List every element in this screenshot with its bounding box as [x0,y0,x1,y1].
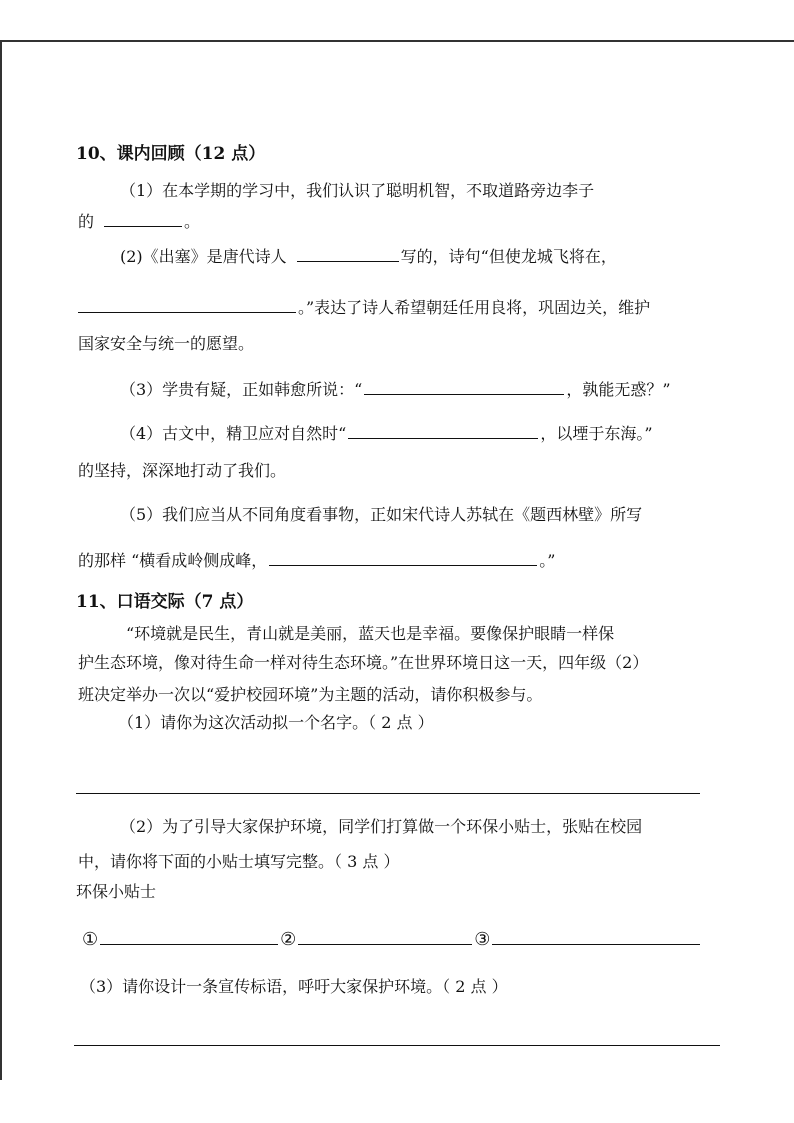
q11-1-answer-line[interactable] [76,793,700,794]
tip-3-marker: ③ [474,929,491,950]
page-frame-top-border [0,40,794,42]
tip-1-blank[interactable] [100,928,278,945]
s11-intro-line2: 护生态环境，像对待生命一样对待生态环境。”在世界环境日这一天，四年级（2） [78,653,649,672]
q11-3-line: （3）请你设计一条宣传标语，呼吁大家保护环境。（ 2 点 ） [80,977,508,996]
q10-4-prefix: （4）古文中，精卫应对自然时“ [120,424,347,443]
q11-1-line: （1）请你为这次活动拟一个名字。（ 2 点 ） [118,713,434,732]
section-10-heading: 10、课内回顾（12 点） [76,144,266,164]
q10-2-line3: 国家安全与统一的愿望。 [78,334,255,353]
tip-2-blank[interactable] [298,928,472,945]
q10-5-line2 [78,549,555,572]
tips-title: 环保小贴士 [76,882,157,901]
tips-row [82,928,702,951]
q10-2-suffix: 写的，诗句“但使龙城飞将在， [400,247,617,266]
q10-4-suffix: ，以堙于东海。” [540,424,653,443]
q10-2-line2-suffix: 。”表达了诗人希望朝廷任用良将，巩固边关，维护 [298,298,651,317]
q10-2-verse-blank[interactable] [78,296,296,313]
tip-1-marker: ① [82,929,99,950]
q11-3-answer-line[interactable] [74,1045,720,1046]
q10-1-suffix: 。 [184,212,201,231]
q11-2-line2: 中，请你将下面的小贴士填写完整。（ 3 点 ） [78,852,400,871]
q10-5-answer-blank[interactable] [269,549,537,566]
q10-1-prefix: 的 [78,212,95,231]
section-11-heading: 11、口语交际（7 点） [76,592,254,612]
q10-3-answer-blank[interactable] [364,378,564,395]
q10-4-answer-blank[interactable] [348,422,538,439]
q10-3-suffix: ，孰能无惑？” [566,380,671,399]
q10-4-line2: 的坚持，深深地打动了我们。 [78,461,287,480]
q10-3-line [120,378,671,401]
q10-3-prefix: （3）学贵有疑，正如韩愈所说：“ [120,380,363,399]
q10-2-poet-blank[interactable] [297,245,399,262]
q10-2-line2 [78,296,650,319]
q10-2-line1 [120,245,617,268]
q10-5-suffix: 。” [539,551,556,570]
q10-4-line1 [120,422,653,445]
tip-3-blank[interactable] [492,928,700,945]
q10-1-line1: （1）在本学期的学习中，我们认识了聪明机智，不取道路旁边李子 [120,181,595,200]
q10-1-line2 [78,210,200,233]
q10-1-answer-blank[interactable] [104,210,182,227]
q10-5-line1: （5）我们应当从不同角度看事物，正如宋代诗人苏轼在《题西林壁》所写 [120,505,643,524]
q10-5-prefix: 的那样 “横看成岭侧成峰， [78,551,268,570]
page-frame-left-border [0,40,2,1080]
q11-2-line1: （2）为了引导大家保护环境，同学们打算做一个环保小贴士，张贴在校园 [120,817,643,836]
s11-intro-line1: “环境就是民生，青山就是美丽，蓝天也是幸福。要像保护眼睛一样保 [126,624,615,643]
q10-2-prefix: (2)《出塞》是唐代诗人 [120,247,287,266]
s11-intro-line3: 班决定举办一次以“爱护校园环境”为主题的活动，请你积极参与。 [78,685,543,704]
tip-2-marker: ② [280,929,297,950]
